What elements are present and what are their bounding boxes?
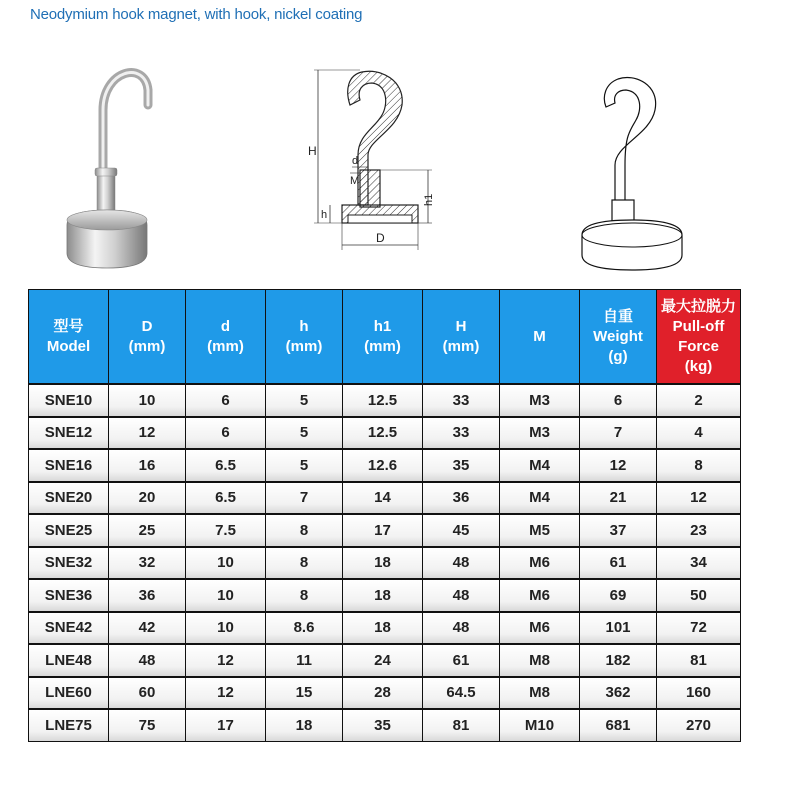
- spec-table: [28, 289, 741, 742]
- table-cell: SNE12: [29, 417, 109, 450]
- table-cell: 5: [266, 417, 343, 450]
- dim-label-h: h: [321, 209, 328, 221]
- dim-label-M: M: [350, 175, 360, 187]
- table-cell: 18: [266, 709, 343, 741]
- table-cell: 61: [580, 547, 657, 580]
- table-row: [29, 644, 741, 677]
- table-cell: 69: [580, 579, 657, 612]
- table-cell: 6: [580, 384, 657, 417]
- table-cell: 10: [186, 612, 266, 645]
- dim-label-d: d: [352, 155, 359, 167]
- table-cell: 8: [657, 449, 741, 482]
- column-header: [266, 290, 343, 385]
- dim-label-D: D: [376, 231, 385, 245]
- table-cell: 17: [343, 514, 423, 547]
- table-header-row: [29, 290, 741, 385]
- table-cell: 28: [343, 677, 423, 710]
- table-cell: 7: [266, 482, 343, 515]
- table-cell: 48: [423, 547, 500, 580]
- table-cell: 10: [109, 384, 186, 417]
- technical-drawing: [290, 60, 440, 280]
- column-header-text: (mm): [207, 337, 244, 355]
- table-cell: 21: [580, 482, 657, 515]
- column-header-text: Model: [46, 337, 91, 355]
- column-header: [29, 290, 109, 385]
- column-header-text: Pull-off Force: [672, 317, 725, 355]
- column-header-text: H: [455, 317, 467, 335]
- table-cell: SNE16: [29, 449, 109, 482]
- table-cell: 48: [423, 579, 500, 612]
- table-cell: 24: [343, 644, 423, 677]
- column-header-text: (g): [608, 347, 628, 365]
- table-row: [29, 384, 741, 417]
- column-header: [343, 290, 423, 385]
- table-cell: 6.5: [186, 482, 266, 515]
- table-cell: 72: [657, 612, 741, 645]
- table-cell: 7.5: [186, 514, 266, 547]
- dim-label-h1: h1: [423, 193, 435, 206]
- column-header-text: h: [299, 317, 309, 335]
- table-cell: 35: [343, 709, 423, 741]
- table-cell: 64.5: [423, 677, 500, 710]
- column-header-text: 自重: [602, 307, 633, 325]
- table-cell: 182: [580, 644, 657, 677]
- column-header-text: (kg): [684, 357, 713, 375]
- table-cell: SNE10: [29, 384, 109, 417]
- table-cell: 5: [266, 449, 343, 482]
- column-header-text: d: [220, 317, 231, 335]
- table-cell: 50: [657, 579, 741, 612]
- table-cell: 33: [423, 384, 500, 417]
- table-cell: M6: [500, 612, 580, 645]
- table-row: [29, 482, 741, 515]
- table-row: [29, 677, 741, 710]
- table-cell: 23: [657, 514, 741, 547]
- table-cell: M3: [500, 384, 580, 417]
- table-cell: 8: [266, 579, 343, 612]
- table-cell: LNE48: [29, 644, 109, 677]
- table-cell: 8: [266, 547, 343, 580]
- column-header-text: D: [141, 317, 153, 335]
- table-cell: M8: [500, 644, 580, 677]
- table-cell: 12: [580, 449, 657, 482]
- table-cell: M5: [500, 514, 580, 547]
- table-cell: SNE36: [29, 579, 109, 612]
- table-cell: 12: [109, 417, 186, 450]
- table-cell: 12.5: [343, 417, 423, 450]
- table-cell: 34: [657, 547, 741, 580]
- table-row: [29, 547, 741, 580]
- table-cell: 32: [109, 547, 186, 580]
- table-cell: 17: [186, 709, 266, 741]
- table-cell: 5: [266, 384, 343, 417]
- line-sketch: [570, 65, 700, 275]
- table-cell: 20: [109, 482, 186, 515]
- table-cell: 48: [109, 644, 186, 677]
- table-cell: 8: [266, 514, 343, 547]
- table-cell: 160: [657, 677, 741, 710]
- page-title: Neodymium hook magnet, with hook, nickel coating: [30, 6, 363, 23]
- column-header-text: h1: [373, 317, 392, 335]
- table-cell: 12.6: [343, 449, 423, 482]
- table-cell: 362: [580, 677, 657, 710]
- column-header-text: (mm): [128, 337, 166, 355]
- table-cell: 37: [580, 514, 657, 547]
- column-header: [186, 290, 266, 385]
- table-cell: 75: [109, 709, 186, 741]
- table-cell: 60: [109, 677, 186, 710]
- table-cell: M8: [500, 677, 580, 710]
- table-body: [29, 384, 741, 741]
- table-cell: 7: [580, 417, 657, 450]
- table-cell: 12: [186, 644, 266, 677]
- column-header-text: 最大拉脱力: [660, 297, 736, 315]
- table-cell: M6: [500, 547, 580, 580]
- table-cell: SNE25: [29, 514, 109, 547]
- table-cell: 48: [423, 612, 500, 645]
- table-row: [29, 449, 741, 482]
- table-cell: LNE60: [29, 677, 109, 710]
- dim-label-H: H: [308, 144, 317, 158]
- column-header: [500, 290, 580, 385]
- column-header-text: (mm): [285, 337, 323, 355]
- table-cell: SNE32: [29, 547, 109, 580]
- table-row: [29, 417, 741, 450]
- table-cell: M4: [500, 449, 580, 482]
- table-row: [29, 612, 741, 645]
- table-cell: 2: [657, 384, 741, 417]
- table-cell: 61: [423, 644, 500, 677]
- column-header-text: M: [533, 327, 546, 345]
- table-row: [29, 514, 741, 547]
- table-cell: 18: [343, 612, 423, 645]
- table-cell: 81: [423, 709, 500, 741]
- column-header: [580, 290, 657, 385]
- table-cell: 42: [109, 612, 186, 645]
- table-cell: M6: [500, 579, 580, 612]
- table-cell: 12: [657, 482, 741, 515]
- table-cell: 33: [423, 417, 500, 450]
- table-cell: M4: [500, 482, 580, 515]
- table-cell: 18: [343, 579, 423, 612]
- table-cell: 25: [109, 514, 186, 547]
- table-cell: 45: [423, 514, 500, 547]
- table-cell: 16: [109, 449, 186, 482]
- table-cell: 8.6: [266, 612, 343, 645]
- column-header-text: Weight: [593, 327, 643, 345]
- table-cell: 101: [580, 612, 657, 645]
- table-cell: 6: [186, 417, 266, 450]
- table-cell: 15: [266, 677, 343, 710]
- column-header: [657, 290, 741, 385]
- table-cell: 36: [423, 482, 500, 515]
- table-cell: LNE75: [29, 709, 109, 741]
- figure-row: [0, 30, 800, 280]
- table-cell: 6.5: [186, 449, 266, 482]
- column-header-text: (mm): [364, 337, 401, 355]
- table-cell: 35: [423, 449, 500, 482]
- table-cell: 11: [266, 644, 343, 677]
- table-cell: 18: [343, 547, 423, 580]
- table-cell: 12.5: [343, 384, 423, 417]
- column-header: [109, 290, 186, 385]
- table-cell: 10: [186, 547, 266, 580]
- table-cell: 681: [580, 709, 657, 741]
- table-cell: SNE20: [29, 482, 109, 515]
- table-cell: SNE42: [29, 612, 109, 645]
- table-cell: 12: [186, 677, 266, 710]
- table-row: [29, 709, 741, 741]
- table-cell: 14: [343, 482, 423, 515]
- column-header-text: (mm): [442, 337, 480, 355]
- column-header: [423, 290, 500, 385]
- table-cell: 6: [186, 384, 266, 417]
- table-cell: 10: [186, 579, 266, 612]
- product-photo: [45, 50, 175, 280]
- table-cell: 36: [109, 579, 186, 612]
- table-cell: 270: [657, 709, 741, 741]
- column-header-text: 型号: [53, 317, 84, 335]
- table-row: [29, 579, 741, 612]
- table-cell: M3: [500, 417, 580, 450]
- table-cell: 4: [657, 417, 741, 450]
- table-cell: M10: [500, 709, 580, 741]
- table-cell: 81: [657, 644, 741, 677]
